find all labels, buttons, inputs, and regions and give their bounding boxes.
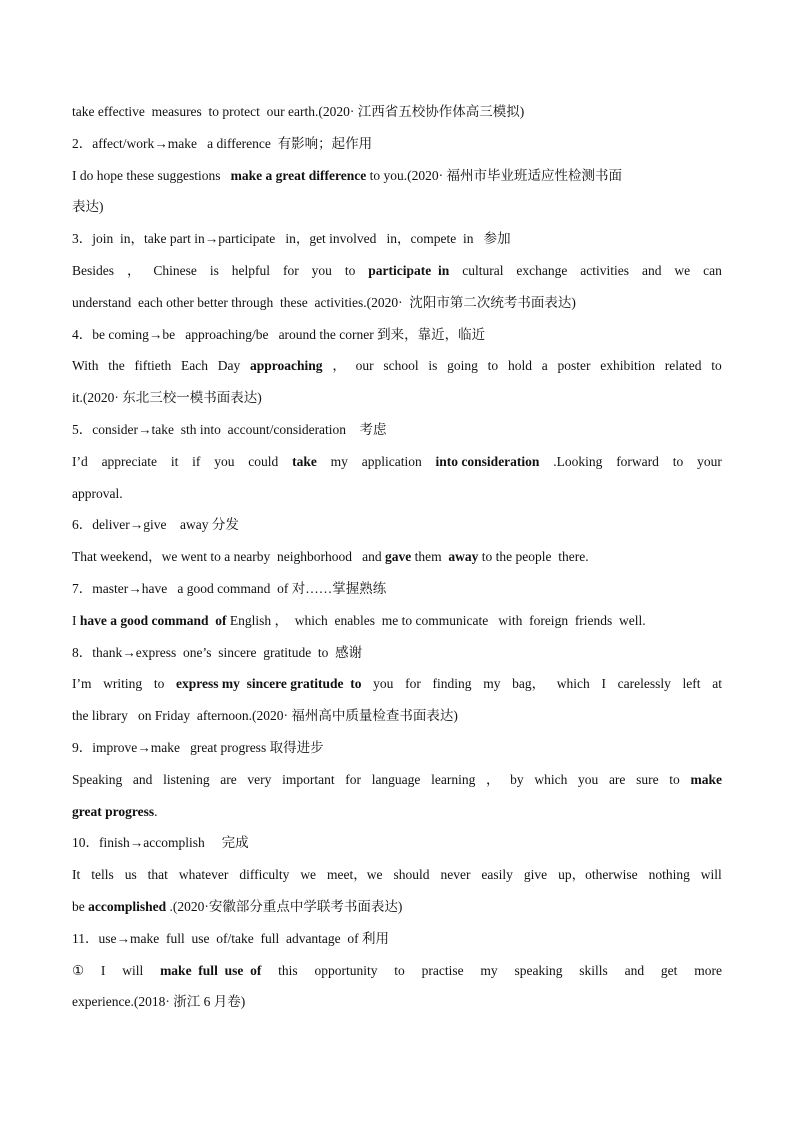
text-run: get (660, 962, 678, 978)
text-run: you (578, 771, 599, 787)
text-run: practise (421, 962, 464, 978)
text-line (72, 255, 722, 287)
text-run: cultural (462, 262, 504, 278)
text-run: I’m (72, 676, 92, 692)
text-run: 4．be coming→be approaching/be around the corner 到来，靠近，临近 (72, 326, 486, 342)
document-page (72, 96, 722, 1018)
text-run: hold (507, 358, 532, 374)
bold-phrase: make full use of (160, 962, 262, 978)
text-run: 11．use→make full use of/take full advantage of 利用 (72, 930, 390, 946)
text-run: 2．affect/work→make a difference 有影响；起作用 (72, 135, 373, 151)
text-run: related (664, 358, 702, 374)
text-run: easily (481, 867, 513, 883)
bold-phrase: gave (385, 549, 412, 565)
text-run: to (711, 358, 722, 374)
text-run: more (694, 962, 722, 978)
text-line (72, 446, 722, 478)
text-run: important (282, 771, 335, 787)
text-line (72, 478, 722, 510)
text-run: never (440, 867, 471, 883)
text-run: 8．thank→express one’s sincere gratitude to 感谢 (72, 644, 363, 660)
text-run: It (72, 867, 81, 883)
text-run: left (682, 676, 701, 692)
text-run: to (672, 453, 684, 469)
text-run: school (383, 358, 419, 374)
text-run: if (192, 453, 201, 469)
text-line (72, 986, 722, 1018)
text-run: to the people there. (478, 549, 589, 565)
text-line (72, 859, 722, 891)
text-line (72, 96, 722, 128)
text-run: will (122, 962, 144, 978)
bold-phrase: make (690, 771, 722, 787)
text-run: to (487, 358, 499, 374)
text-line (72, 541, 722, 573)
text-run: should (393, 867, 430, 883)
text-run: which (556, 676, 590, 692)
text-run: can (703, 262, 722, 278)
text-run: that (147, 867, 168, 883)
text-run: to (344, 262, 356, 278)
text-run: very (247, 771, 272, 787)
text-run: 5．consider→take sth into account/consideration 考虑 (72, 421, 387, 437)
text-run: going (447, 358, 478, 374)
text-run: helpful (231, 262, 271, 278)
text-run: ， (332, 358, 346, 374)
text-run: tells (91, 867, 114, 883)
text-run: learning (431, 771, 476, 787)
text-run: fiftieth (134, 358, 172, 374)
text-run: a (541, 358, 548, 374)
bold-phrase: express my sincere gratitude to (176, 676, 362, 692)
text-run: speaking (514, 962, 563, 978)
text-run: 7．master→have a good command of 对……掌握熟练 (72, 580, 387, 596)
text-run: we (300, 867, 317, 883)
text-run: understand each other better through these activities.(2020· 沈阳市第二次统考书面表达) (72, 294, 576, 310)
text-run: forward (616, 453, 659, 469)
bold-phrase: great progress (72, 803, 155, 819)
text-run: will (700, 867, 722, 883)
text-run: ① (72, 962, 85, 978)
text-run: meet，we (327, 867, 383, 883)
bold-phrase: approaching (250, 358, 323, 374)
text-line (72, 573, 722, 605)
bold-phrase: make a great difference (230, 167, 367, 183)
text-run: .Looking (553, 453, 603, 469)
text-line (72, 223, 722, 255)
text-run: this (278, 962, 298, 978)
text-line (72, 764, 722, 796)
text-line (72, 668, 722, 700)
text-line (72, 414, 722, 446)
text-run: listening (163, 771, 210, 787)
text-line (72, 732, 722, 764)
text-run: language (371, 771, 421, 787)
bold-phrase: participate in (368, 262, 450, 278)
text-run: I (72, 612, 80, 628)
text-run: the (108, 358, 125, 374)
text-run: Day (217, 358, 241, 374)
text-run: your (697, 453, 722, 469)
text-run: and (624, 962, 645, 978)
text-run: Chinese (153, 262, 197, 278)
text-run: . (154, 803, 158, 819)
text-run: for (345, 771, 362, 787)
text-run: 9．improve→make great progress 取得进步 (72, 739, 324, 755)
text-line (72, 923, 722, 955)
text-run: That weekend，we went to a nearby neighborhood and (72, 549, 386, 565)
text-run: exhibition (600, 358, 656, 374)
text-line (72, 319, 722, 351)
text-run: my (483, 676, 501, 692)
text-line (72, 382, 722, 414)
text-run: skills (579, 962, 608, 978)
bold-phrase: away (448, 549, 479, 565)
text-run: to (153, 676, 165, 692)
text-run: 3．join in，take part in→participate in，get involved in，compete in 参加 (72, 231, 511, 247)
text-run: them (411, 549, 449, 565)
text-run: finding (432, 676, 472, 692)
text-run: up，otherwise (558, 867, 638, 883)
text-line (72, 128, 722, 160)
text-run: Speaking (72, 771, 123, 787)
text-run: experience.(2018· 浙江 6 月卷) (72, 994, 246, 1010)
text-run: take effective measures to protect our earth.(2020· 江西省五校协作体高三模拟) (72, 104, 525, 119)
text-run: be (72, 898, 89, 914)
text-run: approval. (72, 485, 123, 501)
text-run: writing (103, 676, 143, 692)
text-line (72, 287, 722, 319)
text-run: carelessly (617, 676, 671, 692)
text-run: 表达) (72, 199, 104, 215)
text-line (72, 509, 722, 541)
text-run: whatever (178, 867, 229, 883)
text-run: I (601, 676, 606, 692)
text-run: give (523, 867, 548, 883)
bold-phrase: accomplished (88, 898, 167, 914)
text-run: you (373, 676, 394, 692)
text-run: appreciate (101, 453, 158, 469)
text-run: my (480, 962, 498, 978)
text-run: could (248, 453, 279, 469)
text-run: English ， which enables me to communicate with foreign friends well. (226, 612, 646, 628)
text-run: difficulty (239, 867, 290, 883)
text-run: which (534, 771, 568, 787)
text-run: application (361, 453, 422, 469)
text-line (72, 955, 722, 987)
text-line (72, 160, 722, 192)
text-run: activities (580, 262, 630, 278)
text-run: to you.(2020· 福州市毕业班适应性检测书面 (366, 167, 622, 183)
text-run: nothing (648, 867, 690, 883)
text-line (72, 637, 722, 669)
text-run: exchange (516, 262, 568, 278)
text-run: at (712, 676, 722, 692)
text-run: With (72, 358, 99, 374)
text-run: we (674, 262, 691, 278)
text-run: us (124, 867, 137, 883)
text-line (72, 891, 722, 923)
text-run: for (405, 676, 421, 692)
text-run: is (428, 358, 438, 374)
text-run: 6．deliver→give away 分发 (72, 517, 239, 533)
text-run: it (170, 453, 179, 469)
text-run: and (132, 771, 153, 787)
text-line (72, 350, 722, 382)
text-run: you (214, 453, 235, 469)
text-line (72, 191, 722, 223)
text-run: I’d (72, 453, 88, 469)
text-line (72, 605, 722, 637)
text-run: 10．finish→accomplish 完成 (72, 835, 249, 851)
text-run: the library on Friday afternoon.(2020· 福州高中质量检查书面表达) (72, 708, 458, 724)
text-run: sure (636, 771, 659, 787)
text-line (72, 700, 722, 732)
text-run: I (100, 962, 106, 978)
text-line (72, 827, 722, 859)
text-line (72, 796, 722, 828)
text-run: by (510, 771, 524, 787)
bold-phrase: have a good command of (79, 612, 227, 628)
text-run: ， (126, 262, 141, 278)
text-run: you (311, 262, 332, 278)
bold-phrase: take (292, 453, 317, 469)
text-run: is (209, 262, 219, 278)
text-run: ， (486, 771, 500, 787)
text-run: to (394, 962, 405, 978)
text-run: Each (181, 358, 208, 374)
text-run: poster (557, 358, 591, 374)
text-run: are (220, 771, 237, 787)
text-run: to (669, 771, 680, 787)
text-run: .(2020·安徽部分重点中学联考书面表达) (166, 898, 403, 914)
text-run: for (282, 262, 299, 278)
text-run: I do hope these suggestions (72, 167, 231, 183)
text-run: my (330, 453, 348, 469)
bold-phrase: into consideration (435, 453, 540, 469)
text-run: it.(2020· 东北三校一模书面表达) (72, 390, 262, 406)
text-run: opportunity (314, 962, 378, 978)
text-run: our (355, 358, 374, 374)
text-run: and (641, 262, 662, 278)
text-run: are (608, 771, 626, 787)
text-run: bag， (512, 676, 546, 692)
text-run: Besides (72, 262, 114, 278)
